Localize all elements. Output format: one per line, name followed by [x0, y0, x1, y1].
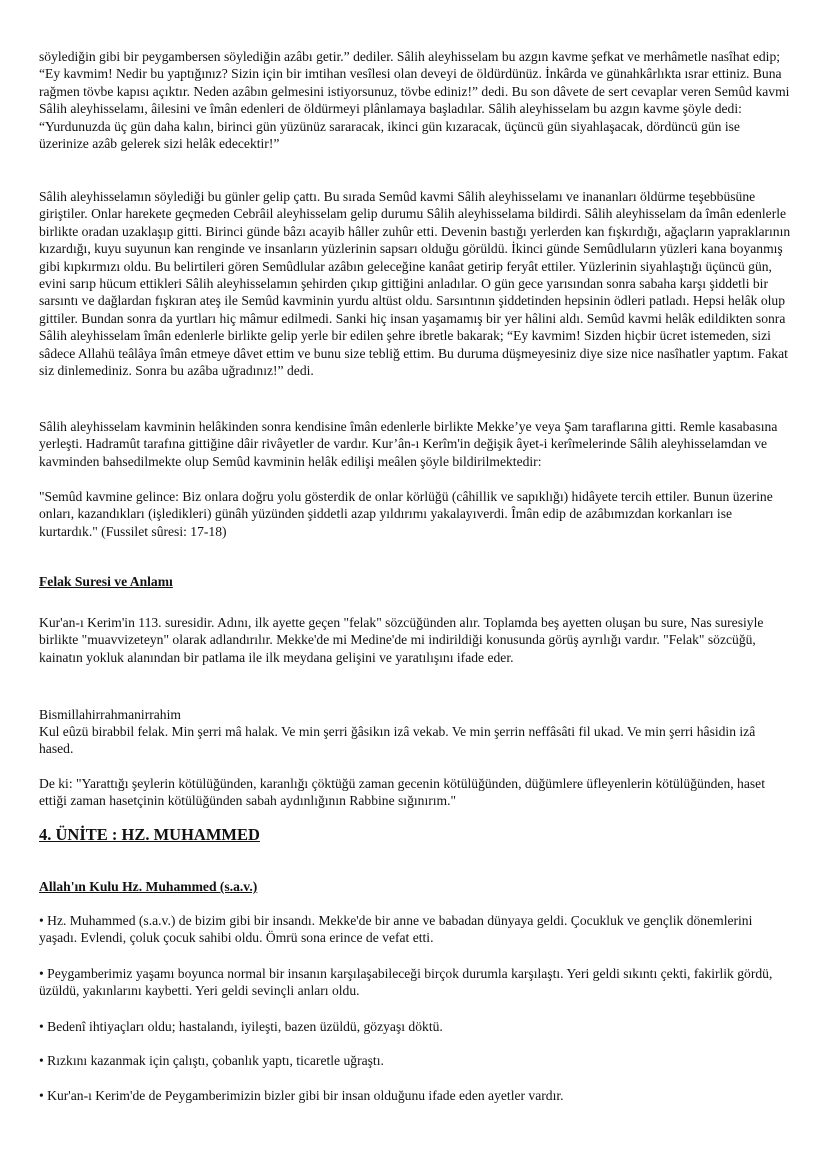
quran-quote-fussilet: "Semûd kavmine gelince: Biz onlara doğru yolu gösterdik de onlar körlüğü (câhillik ve sapıklığı) hidâyete tercih ettiler. Bunun üzerine onları, kazandıkları (işledikleri) günâh yüzünden şiddetli azap yıldırımı yakalayıverdi. Îmân edip de azâbımızdan korkanları ise kurtardık." (Fussilet sûresi: 17-18)	[39, 489, 773, 539]
bullet-item: • Kur'an-ı Kerim'de de Peygamberimizin bizler gibi bir insan olduğunu ifade eden ayetler vardır.	[39, 1088, 564, 1103]
felak-intro: Kur'an-ı Kerim'in 113. suresidir. Adını, ilk ayette geçen "felak" sözcüğünden alır. Toplamda beş ayetten oluşan bu sure, Nas suresiyle birlikte "muavvizeteyn" olarak adlandırılır. Mekke'de mi Medine'de mi indirildiği konusunda görüş ayrılığı vardır. "Felak" sözcüğü, kainatın yokluk alanından bir patlama ile ilk meydana gelişini ve yaratılışını ifade eder.	[39, 615, 764, 665]
bullet-item: • Rızkını kazanmak için çalıştı, çobanlık yaptı, ticaretle uğraştı.	[39, 1053, 384, 1068]
story-paragraph-1: söylediğin gibi bir peygambersen söylediğin azâbı getir.” dediler. Sâlih aleyhisselam bu azgın kavme şefkat ve merhâmetle nasîhat edip; “Ey kavmim! Nedir bu yaptığınız? Sizin için bir imtihan vesîlesi olan deveyi de öldürdünüz. İnkârda ve günahkârlıkta ısrar ettiniz. Buna rağmen tövbe kapısı açıktır. Neden azâbın gelmesini istiyorsunuz, tövbe ediniz!” dedi. Bu son dâvete de sert cevaplar veren Semûd kavmi Sâlih aleyhisselamı, âilesini ve îmân edenleri de öldürmeyi plânlamaya başladılar. Sâlih aleyhisselam bu azgın kavme şöyle dedi: “Yurdunuzda üç gün daha kalın, birinci gün yüzünüz sararacak, ikinci gün kızaracak, üçüncü gün siyahlaşacak, dördüncü gün ise üzerinize azâb gelerek sizi helâk edecektir!”	[39, 49, 790, 152]
felak-arabic-reading: Kul eûzü birabbil felak. Min şerri mâ halak. Ve min şerri ğâsikın izâ vekab. Ve min şerrin neffâsâti fil ukad. Ve min şerri hâsidin izâ hased.	[39, 724, 756, 757]
unit-heading: 4. ÜNİTE : HZ. MUHAMMED	[39, 825, 260, 844]
bismillah-line: Bismillahirrahmanirrahim	[39, 707, 181, 722]
story-paragraph-2: Sâlih aleyhisselamın söylediği bu günler gelip çattı. Bu sırada Semûd kavmi Sâlih aleyhisselamı ve inananları öldürme teşebbüsüne giriştiler. Onlar harekete geçmeden Cebrâil aleyhisselam gelip durumu Sâlih aleyhisselama bildirdi. Sâlih aleyhisselam da îmân edenlerle birlikte oradan uzaklaşıp gitti. Birinci günde bâzı acayib hâller zuhûr etti. Devenin bastığı yerlerden kan fışkırdığı, ağaçların yapraklarının kızardığı, kuyu suyunun kan renginde ve insanların yüzlerinin sapsarı olduğu görüldü. İkinci günde Semûdluların yüzleri kana boyanmış gibi kıpkırmızı oldu. Bu belirtileri gören Semûdlular azâbın geleceğine kanâat getirip feryât ettiler. Yüzlerinin siyahlaştığı üçüncü gün, evini sarıp hücum ettikleri Sâlih aleyhisselamın şehirden çıkıp gittiğini anladılar. O gün gece yarısından sonra sabaha karşı şiddetli bir sarsıntı ve dağlardan fışkıran ateş ile Semûd kavminin yurdu altüst oldu. Sarsıntının şiddetinden hepsinin ödleri patladı. Hepsi helâk olup gittiler. Bundan sonra da yurtları hiç mâmur edilmedi. Sanki hiç insan yaşamamış bir yer hâlini aldı. Semûd kavmi helâk edildikten sonra Sâlih aleyhisselam îmân edenlerle birlikte gelip yerle bir edilen şehre ibretle bakarak; “Ey kavmim! Sizden hiçbir ücret istemeden, sizi sâdece Allahü teâlâya îmân etmeye dâvet ettim ve bunu size tebliğ ettim. Bu duruma düşmeyesiniz diye size nice nasîhatler yaptım. Fakat siz dinlemediniz. Sonra bu azâba uğradınız!” dedi.	[39, 189, 791, 379]
felak-heading: Felak Suresi ve Anlamı	[39, 574, 173, 589]
bullet-item: • Hz. Muhammed (s.a.v.) de bizim gibi bir insandı. Mekke'de bir anne ve babadan dünyaya geldi. Çocukluk ve gençlik dönemlerini yaşadı. Evlendi, çoluk çocuk sahibi oldu. Ömrü sona erince de vefat etti.	[39, 913, 753, 946]
felak-meaning: De ki: "Yarattığı şeylerin kötülüğünden, karanlığı çöktüğü zaman gecenin kötülüğünden, düğümlere üfleyenlerin kötülüğünden, haset ettiği zaman hasetçinin kötülüğünden sabah aydınlığının Rabbine sığınırım."	[39, 776, 765, 809]
story-paragraph-3: Sâlih aleyhisselam kavminin helâkinden sonra kendisine îmân edenlerle birlikte Mekke’ye veya Şam taraflarına gitti. Remle kasabasına yerleşti. Hadramût tarafına gittiğine dâir rivâyetler de vardır. Kur’ân-ı Kerîm'in değişik âyet-i kerîmelerinde Sâlih aleyhisselamdan ve kavminden bahsedilmekte olup Semûd kavminin helâk edilişi meâlen şöyle bildirilmektedir:	[39, 419, 778, 469]
bullet-item: • Peygamberimiz yaşamı boyunca normal bir insanın karşılaşabileceği birçok durumla karşılaştı. Yeri geldi sıkıntı çekti, fakirlik gördü, üzüldü, yakınlarını kaybetti. Yeri geldi sevinçli anları oldu.	[39, 966, 773, 999]
bullet-item: • Bedenî ihtiyaçları oldu; hastalandı, iyileşti, bazen üzüldü, gözyaşı döktü.	[39, 1019, 443, 1034]
unit-subheading: Allah'ın Kulu Hz. Muhammed (s.a.v.)	[39, 879, 258, 894]
